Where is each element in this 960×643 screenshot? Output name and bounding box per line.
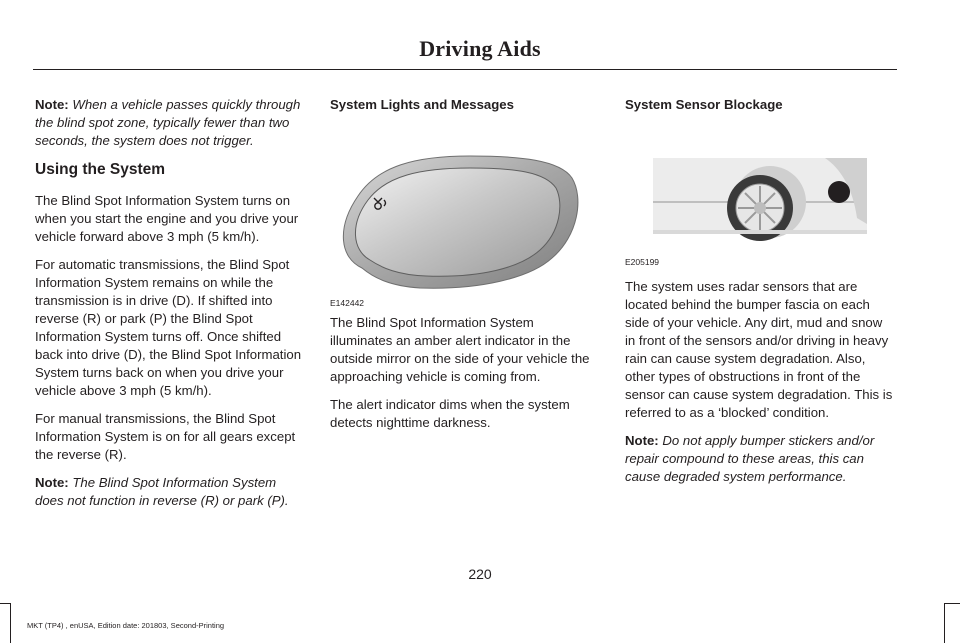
paragraph: The alert indicator dims when the system detects nighttime darkness.	[330, 397, 570, 430]
note-blind-spot-zone	[35, 96, 303, 150]
paragraph: For manual transmissions, the Blind Spot Information System is on for all gears except the reverse (R).	[35, 411, 296, 462]
paragraph: The Blind Spot Information System illuminates an amber alert indicator in the outside mirror on the side of your vehicle the approaching vehicle is coming from.	[330, 315, 590, 384]
section-heading-sensor-blockage: System Sensor Blockage	[625, 97, 783, 112]
header-rule	[33, 69, 897, 70]
section-heading-using-the-system: Using the System	[35, 161, 166, 178]
section-heading-system-lights: System Lights and Messages	[330, 97, 514, 112]
edition-footer: MKT (TP4) , enUSA, Edition date: 201803, Second-Printing	[27, 621, 225, 630]
figure-rear-bumper	[625, 114, 893, 266]
sensor-location-marker	[828, 181, 850, 203]
note-bumper-stickers	[625, 432, 893, 486]
paragraph: The Blind Spot Information System turns on when you start the engine and you drive your vehicle forward above 3 mph (5 km/h).	[35, 193, 299, 244]
note-label: Note:	[35, 475, 69, 490]
paragraph: The system uses radar sensors that are located behind the bumper fascia on each side of your vehicle. Any dirt, mud and snow in front of the sensors and/or driving in heavy rain can cause system degradation. Also, other types of obstructions in front of the sensor can cause system degradation. This is referred to as a ‘blocked’ condition.	[625, 279, 893, 420]
figure-id: E142442	[330, 298, 365, 308]
column-2	[330, 96, 598, 442]
note-label: Note:	[35, 97, 69, 112]
figure-mirror	[330, 114, 598, 306]
paragraph: For automatic transmissions, the Blind Spot Information System remains on while the transmission is in drive (D). If shifted into reverse (R) or park (P) the Blind Spot Information System turns off. Once shifted back into drive (D), the Blind Spot Information System turns back on when you drive your vehicle above 3 mph (5 km/h).	[35, 257, 302, 398]
rear-bumper-sensor-illustration	[625, 128, 875, 258]
column-1	[35, 96, 303, 520]
note-text: When a vehicle passes quickly through the blind spot zone, typically fewer than two seconds, the system does not trigger.	[35, 97, 301, 148]
crop-mark	[0, 603, 10, 604]
crop-mark	[945, 603, 960, 604]
column-3	[625, 96, 893, 496]
crop-mark	[944, 603, 945, 643]
page-number: 220	[468, 566, 492, 582]
note-text: Do not apply bumper stickers and/or repair compound to these areas, this can cause degraded system performance.	[625, 433, 875, 484]
side-mirror-illustration	[330, 118, 598, 298]
note-reverse-park	[35, 474, 303, 510]
note-text: The Blind Spot Information System does not function in reverse (R) or park (P).	[35, 475, 289, 508]
page-title: Driving Aids	[419, 36, 541, 61]
figure-id: E205199	[625, 257, 660, 267]
crop-mark	[10, 603, 11, 643]
note-label: Note:	[625, 433, 659, 448]
